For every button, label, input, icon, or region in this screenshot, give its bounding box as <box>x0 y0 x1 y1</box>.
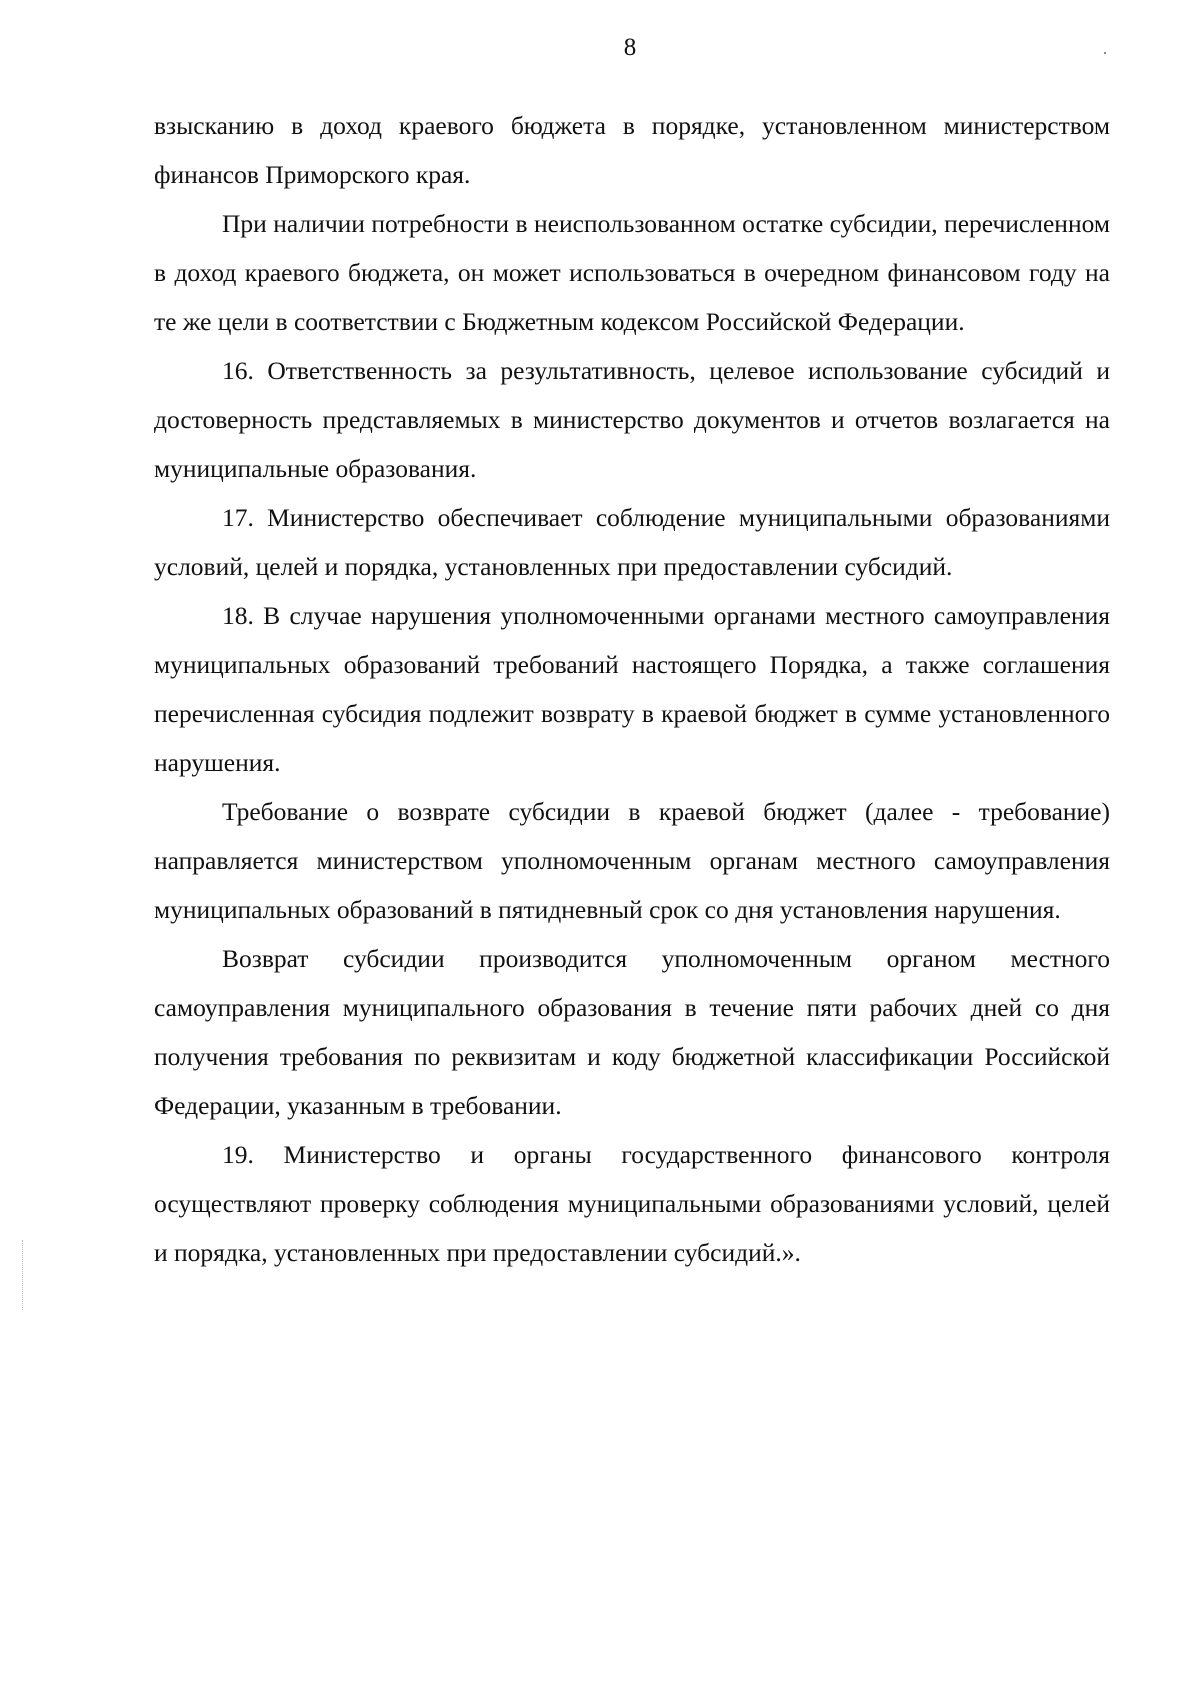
scan-margin-marks <box>22 1240 24 1310</box>
document-body <box>154 101 1110 1277</box>
paragraph-clause-16: 16. Ответственность за результативность, целевое использование субсидий и достоверность представляемых в министерство документов и отчетов возлагается на муниципальные образования. <box>154 356 1110 483</box>
paragraph-return-demand: Требование о возврате субсидии в краевой бюджет (далее - требование) направляется министерством уполномоченным органам местного самоуправления муниципальных образований в пятидневный срок со дня установления нарушения. <box>154 797 1110 924</box>
paragraph-clause-17: 17. Министерство обеспечивает соблюдение муниципальными образованиями условий, целей и порядка, установленных при предоставлении субсидий. <box>154 503 1110 581</box>
scan-speck <box>1104 52 1106 54</box>
paragraph-unused-remainder: При наличии потребности в неиспользованном остатке субсидии, перечисленном в доход краевого бюджета, он может использоваться в очередном финансовом году на те же цели в соответствии с Бюджетным кодексом Российской Федерации. <box>154 209 1110 336</box>
paragraph-clause-19: 19. Министерство и органы государственного финансового контроля осуществляют проверку соблюдения муниципальными образованиями условий, целей и порядка, установленных при предоставлении субсидий.». <box>154 1140 1110 1267</box>
paragraph-continuation: взысканию в доход краевого бюджета в порядке, установленном министерством финансов Приморского края. <box>154 111 1110 189</box>
paragraph-clause-18: 18. В случае нарушения уполномоченными органами местного самоуправления муниципальных образований требований настоящего Порядка, а также соглашения перечисленная субсидия подлежит возврату в краевой бюджет в сумме установленного нарушения. <box>154 601 1110 777</box>
page-number: 8 <box>623 34 637 61</box>
paragraph-return-procedure: Возврат субсидии производится уполномоченным органом местного самоуправления муниципального образования в течение пяти рабочих дней со дня получения требования по реквизитам и коду бюджетной классификации Российской Федерации, указанным в требовании. <box>154 944 1110 1120</box>
